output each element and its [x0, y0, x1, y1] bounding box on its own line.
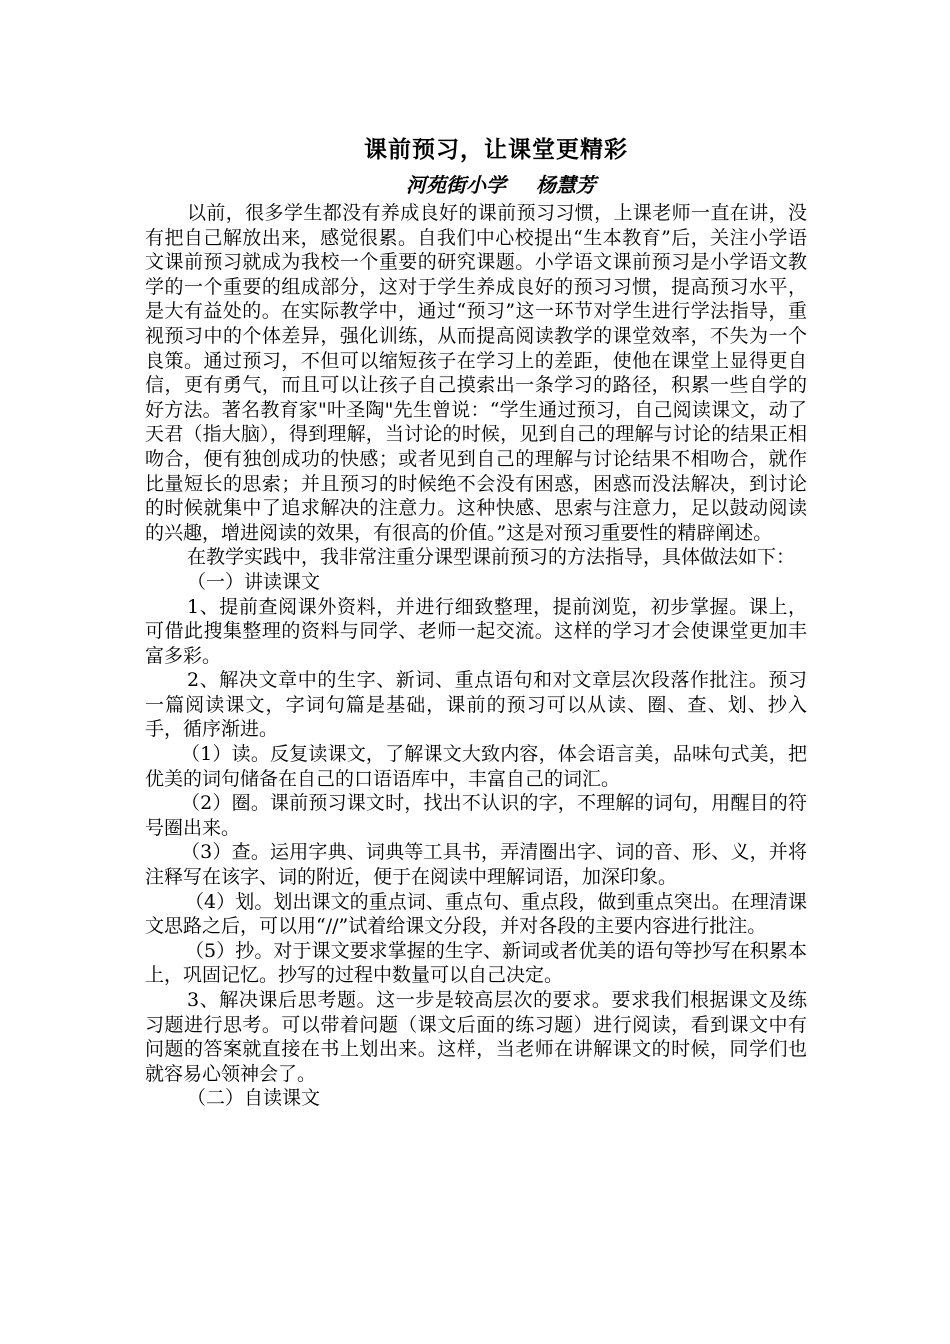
- document-title: 课前预习，让课堂更精彩: [364, 136, 628, 163]
- paragraph-step-2: 2、解决文章中的生字、新词、重点语句和对文章层次段落作批注。预习一篇阅读课文，字词句篇是基础，课前的预习可以从读、圈、查、划、抄入手，循序渐进。: [145, 669, 807, 741]
- paragraph-substep-copy: （5）抄。对于课文要求掌握的生字、新词或者优美的语句等抄写在积累本上，巩固记忆。抄写的过程中数量可以自己决定。: [145, 939, 807, 987]
- paragraph-substep-circle: （2）圈。课前预习课文时，找出不认识的字，不理解的词句，用醒目的符号圈出来。: [145, 792, 807, 839]
- author-school: 河苑街小学: [406, 173, 506, 197]
- paragraph-step-1: 1、提前查阅课外资料，并进行细致整理，提前浏览，初步掌握。课上，可借此搜集整理的资料与同学、老师一起交流。这样的学习才会使课堂更加丰富多彩。: [145, 595, 807, 667]
- paragraph-substep-mark: （4）划。划出课文的重点词、重点句、重点段，做到重点突出。在理清课文思路之后，可以用“//”试着给课文分段，并对各段的主要内容进行批注。: [145, 890, 807, 938]
- author-name: 杨慧芳: [536, 173, 596, 197]
- paragraph-intro: 以前，很多学生都没有养成良好的课前预习习惯，上课老师一直在讲，没有把自己解放出来，感觉很累。自我们中心校提出“生本教育”后，关注小学语文课前预习就成为我校一个重要的研究课题。小学语文课前预习是小学语文教学的一个重要的组成部分，这对于学生养成良好的预习习惯，提高预习水平，是大有益处的。在实际教学中，通过“预习”这一环节对学生进行学法指导，重视预习中的个体差异，强化训练，从而提高阅读教学的课堂效率，不失为一个良策。通过预习，不但可以缩短孩子在学习上的差距，使他在课堂上显得更自信，更有勇气，而且可以让孩子自己摸索出一条学习的路径，积累一些自学的好方法。著名教育家"叶圣陶"先生曾说：“学生通过预习，自己阅读课文，动了天君（指大脑），得到理解，当讨论的时候，见到自己的理解与讨论的结果正相吻合，便有独创成功的快感；或者见到自己的理解与讨论结果不相吻合，就作比量短长的思索；并且预习的时候绝不会没有困惑，困惑而没法解决，到讨论的时候就集中了追求解决的注意力。这种快感、思索与注意力，足以鼓动阅读的兴趣，增进阅读的效果，有很高的价值。”这是对预习重要性的精辟阐述。: [145, 202, 807, 544]
- author-line: [195, 171, 807, 199]
- paragraph-substep-read: （1）读。反复读课文，了解课文大致内容，体会语言美，品味句式美，把优美的词句储备在自己的口语语库中，丰富自己的词汇。: [145, 743, 807, 790]
- section-heading-1: （一）讲读课文: [187, 570, 321, 593]
- paragraph-method-intro: 在教学实践中，我非常注重分课型课前预习的方法指导，具体做法如下：: [187, 546, 796, 569]
- section-heading-2: （二）自读课文: [187, 1087, 321, 1110]
- document-body: [145, 133, 807, 1111]
- paragraph-step-3: 3、解决课后思考题。这一步是较高层次的要求。要求我们根据课文及练习题进行思考。可以带着问题（课文后面的练习题）进行阅读，看到课文中有问题的答案就直接在书上划出来。这样，当老师在讲解课文的时候，同学们也就容易心领神会了。: [145, 989, 807, 1085]
- paragraph-substep-lookup: （3）查。运用字典、词典等工具书，弄清圈出字、词的音、形、义，并将注释写在该字、词的附近，便于在阅读中理解词语，加深印象。: [145, 841, 807, 889]
